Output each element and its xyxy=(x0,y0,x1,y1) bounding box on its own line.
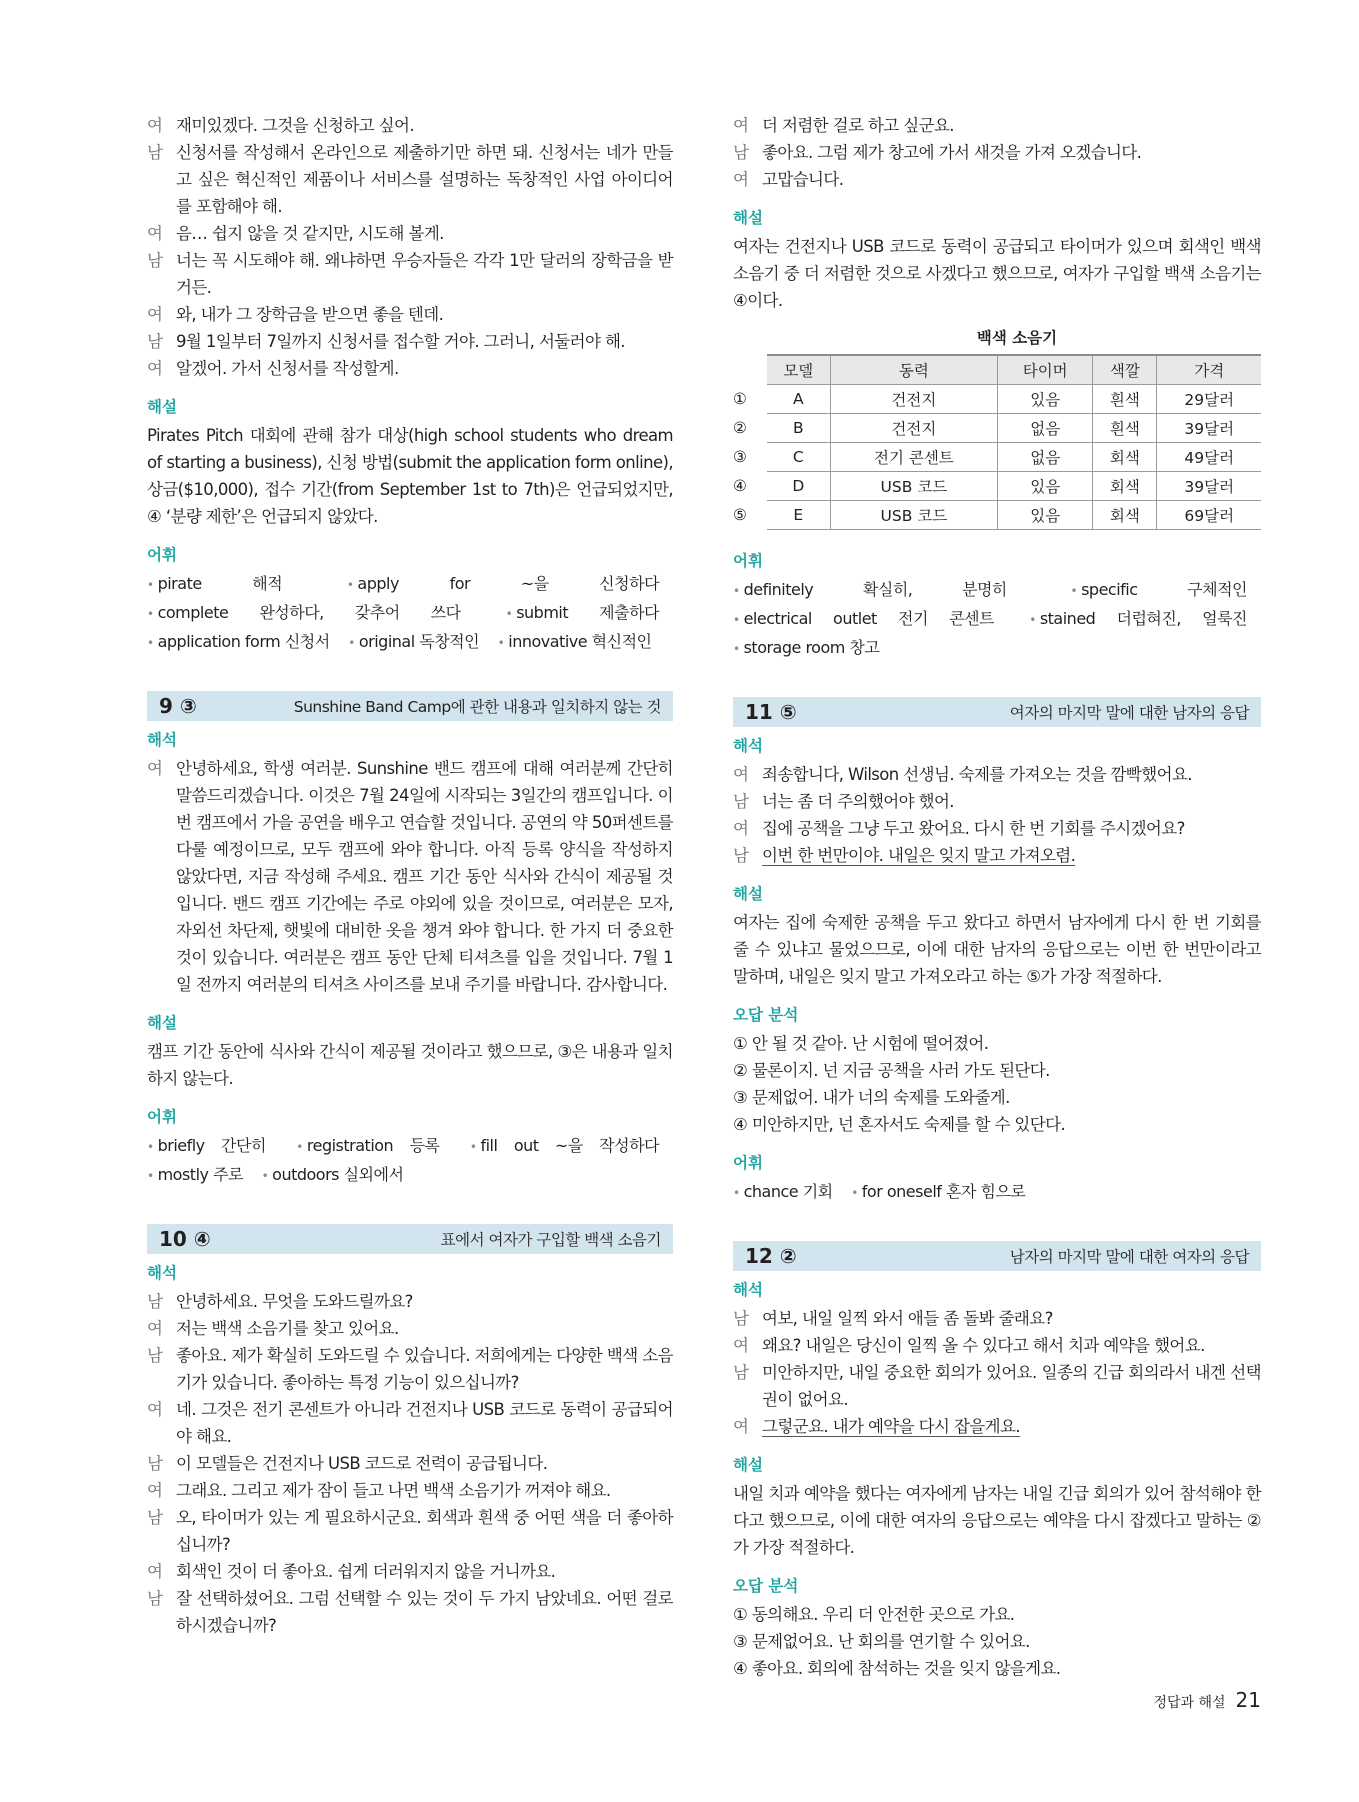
vocab-item: • briefly 간단히 xyxy=(147,1136,266,1155)
dialogue-line: 여 왜요? 내일은 당신이 일찍 올 수 있다고 해서 치과 예약을 했어요. xyxy=(733,1336,1205,1355)
dialogue-line: 여 그래요. 그리고 제가 잠이 들고 나면 백색 소음기가 꺼져야 해요. xyxy=(147,1481,611,1500)
dialogue-line: 여 알겠어. 가서 신청서를 작성할게. xyxy=(147,359,399,378)
dialogue-line: 여 와, 내가 그 장학금을 받으면 좋을 텐데. xyxy=(147,305,444,324)
option-number: ③ xyxy=(733,443,767,472)
table-header-row xyxy=(733,355,1261,385)
q11-wrong-heading: 오답 분석 xyxy=(733,1006,799,1024)
q9-number: 9 ③ xyxy=(159,694,197,718)
table-header: 타이머 xyxy=(998,355,1093,385)
table-cell: 흰색 xyxy=(1093,414,1157,443)
dialogue-line: 여 재미있겠다. 그것을 신청하고 싶어. xyxy=(147,116,414,135)
table-cell: USB 코드 xyxy=(830,472,997,501)
q12-wrong-heading: 오답 분석 xyxy=(733,1577,799,1595)
table-cell: 건전지 xyxy=(830,414,997,443)
q10-explanation: 여자는 건전지나 USB 코드로 동력이 공급되고 타이머가 있으며 회색인 백색 소음기 중 더 저렴한 것으로 사겠다고 했으므로, 여자가 구입할 백색 소음기는 ④이다. xyxy=(733,237,1261,310)
q11-vocab-list xyxy=(733,1178,1261,1207)
vocab-item: • fill out ~을 작성하다 xyxy=(470,1136,659,1155)
table-row xyxy=(733,385,1261,414)
dialogue-line: 여 그렇군요. 내가 예약을 다시 잡을게요. xyxy=(733,1417,1020,1436)
dialogue-line: 남 미안하지만, 내일 중요한 회의가 있어요. 일종의 긴급 회의라서 내겐 선택권이 없어요. xyxy=(733,1363,1261,1409)
page-number: 21 xyxy=(1235,1688,1261,1712)
page-footer xyxy=(1153,1688,1261,1712)
dialogue-line: 여 회색인 것이 더 좋아요. 쉽게 더러워지지 않을 거니까요. xyxy=(147,1562,556,1581)
table-cell: C xyxy=(767,443,830,472)
table-cell: A xyxy=(767,385,830,414)
q11-vocab-heading: 어휘 xyxy=(733,1154,763,1172)
vocab-item: • definitely 확실히, 분명히 xyxy=(733,580,1007,599)
table-row xyxy=(733,472,1261,501)
q9-explanation-heading: 해설 xyxy=(147,1014,177,1032)
dialogue-line: 여 고맙습니다. xyxy=(733,170,844,189)
q9-header-bar xyxy=(147,691,673,721)
wrong-option: ④ 미안하지만, 넌 혼자서도 숙제를 할 수 있단다. xyxy=(733,1115,1066,1134)
q10-explanation-heading: 해설 xyxy=(733,209,763,227)
table-cell: 없음 xyxy=(998,414,1093,443)
vocab-item: • innovative 혁신적인 xyxy=(498,632,652,651)
table-cell: 건전지 xyxy=(830,385,997,414)
q8-explanation: Pirates Pitch 대회에 관해 참가 대상(high school students who dream of starting a business), 신청 방법(submit the application form online), 상금($10,000), 접수 기간(from September 1st to 7th)은 언급되었지만, ④ ‘분량 제한’은 언급되지 않았다. xyxy=(147,426,673,526)
dialogue-line: 남 여보, 내일 일찍 와서 애들 좀 돌봐 줄래요? xyxy=(733,1309,1053,1328)
table-header: 가격 xyxy=(1157,355,1261,385)
table-title: 백색 소음기 xyxy=(976,329,1058,347)
dialogue-line: 남 안녕하세요. 무엇을 도와드릴까요? xyxy=(147,1292,413,1311)
dialogue-line: 남 신청서를 작성해서 온라인으로 제출하기만 하면 돼. 신청서는 네가 만들고 싶은 혁신적인 제품이나 서비스를 설명하는 독창적인 사업 아이디어를 포함해야 해. xyxy=(147,143,673,216)
dialogue-line: 여 죄송합니다, Wilson 선생님. 숙제를 가져오는 것을 깜빡했어요. xyxy=(733,765,1192,784)
wrong-option: ① 동의해요. 우리 더 안전한 곳으로 가요. xyxy=(733,1605,1015,1624)
dialogue-line: 여 저는 백색 소음기를 찾고 있어요. xyxy=(147,1319,399,1338)
q12-number: 12 ② xyxy=(745,1244,797,1268)
dialogue-line: 남 좋아요. 제가 확실히 도와드릴 수 있습니다. 저희에게는 다양한 백색 소음기가 있습니다. 좋아하는 특정 기능이 있으십니까? xyxy=(147,1346,673,1392)
dialogue-line: 남 너는 좀 더 주의했어야 했어. xyxy=(733,792,954,811)
left-column xyxy=(147,112,673,1639)
option-number: ② xyxy=(733,414,767,443)
table-cell: 회색 xyxy=(1093,443,1157,472)
dialogue-line: 여 집에 공책을 그냥 두고 왔어요. 다시 한 번 기회를 주시겠어요? xyxy=(733,819,1185,838)
q12-header-bar xyxy=(733,1241,1261,1271)
q11-explanation: 여자는 집에 숙제한 공책을 두고 왔다고 하면서 남자에게 다시 한 번 기회를 줄 수 있냐고 물었으므로, 이에 대한 남자의 응답으로는 이번 한 번만이라고 말하며, 내일은 잊지 말고 가져오라고 하는 ⑤가 가장 적절하다. xyxy=(733,913,1261,986)
vocab-item: • storage room 창고 xyxy=(733,638,879,657)
table-cell: 29달러 xyxy=(1157,385,1261,414)
vocab-item: • application form 신청서 xyxy=(147,632,330,651)
q9-explanation: 캠프 기간 동안에 식사와 간식이 제공될 것이라고 했으므로, ③은 내용과 일치하지 않는다. xyxy=(147,1042,673,1088)
vocab-item: • outdoors 실외에서 xyxy=(262,1165,404,1184)
table-row xyxy=(733,414,1261,443)
q12-script-heading: 해석 xyxy=(733,1281,763,1299)
table-header: 동력 xyxy=(830,355,997,385)
table-cell: 39달러 xyxy=(1157,472,1261,501)
option-number: ① xyxy=(733,385,767,414)
option-number: ⑤ xyxy=(733,501,767,530)
vocab-item: • mostly 주로 xyxy=(147,1165,243,1184)
vocab-item: • apply for ~을 신청하다 xyxy=(347,574,659,593)
option-number: ④ xyxy=(733,472,767,501)
table-cell: 흰색 xyxy=(1093,385,1157,414)
vocab-item: • complete 완성하다, 갖추어 쓰다 xyxy=(147,603,461,622)
vocab-item: • registration 등록 xyxy=(296,1136,439,1155)
dialogue-line: 남 너는 꼭 시도해야 해. 왜냐하면 우승자들은 각각 1만 달러의 장학금을 받거든. xyxy=(147,251,673,297)
q11-explanation-heading: 해설 xyxy=(733,885,763,903)
wrong-option: ③ 문제없어. 내가 너의 숙제를 도와줄게. xyxy=(733,1088,1010,1107)
vocab-item: • submit 제출하다 xyxy=(506,603,659,622)
q12-explanation: 내일 치과 예약을 했다는 여자에게 남자는 내일 긴급 회의가 있어 참석해야 한다고 했으므로, 이에 대한 여자의 응답으로는 예약을 다시 잡겠다고 말하는 ②가 가장 적절하다. xyxy=(733,1484,1261,1557)
white-noise-table xyxy=(733,354,1261,530)
table-cell: 있음 xyxy=(998,501,1093,530)
q11-header-bar xyxy=(733,697,1261,727)
vocab-item: • electrical outlet 전기 콘센트 xyxy=(733,609,994,628)
table-row xyxy=(733,443,1261,472)
dialogue-line: 여 네. 그것은 전기 콘센트가 아니라 건전지나 USB 코드로 동력이 공급되어야 해요. xyxy=(147,1400,673,1446)
answer-underline: 그렇군요. 내가 예약을 다시 잡을게요. xyxy=(762,1417,1020,1436)
wrong-option: ① 안 될 것 같아. 난 시험에 떨어졌어. xyxy=(733,1034,989,1053)
q9-vocab-heading: 어휘 xyxy=(147,1108,177,1126)
table-cell: 있음 xyxy=(998,385,1093,414)
table-cell: 전기 콘센트 xyxy=(830,443,997,472)
table-cell: 없음 xyxy=(998,443,1093,472)
q10-topic: 표에서 여자가 구입할 백색 소음기 xyxy=(440,1231,661,1249)
table-cell: B xyxy=(767,414,830,443)
table-cell: D xyxy=(767,472,830,501)
dialogue-line: 남 이번 한 번만이야. 내일은 잊지 말고 가져오렴. xyxy=(733,846,1076,865)
q8-explanation-heading: 해설 xyxy=(147,398,177,416)
table-cell: 69달러 xyxy=(1157,501,1261,530)
vocab-item: • original 독창적인 xyxy=(348,632,479,651)
q10-header-bar xyxy=(147,1224,673,1254)
dialogue-line: 남 9월 1일부터 7일까지 신청서를 접수할 거야. 그러니, 서둘러야 해. xyxy=(147,332,625,351)
q8-vocab-heading: 어휘 xyxy=(147,546,177,564)
wrong-option: ③ 문제없어요. 난 회의를 연기할 수 있어요. xyxy=(733,1632,1030,1651)
q9-topic: Sunshine Band Camp에 관한 내용과 일치하지 않는 것 xyxy=(293,698,661,716)
wrong-option: ④ 좋아요. 회의에 참석하는 것을 잊지 않을게요. xyxy=(733,1659,1061,1678)
table-cell: 49달러 xyxy=(1157,443,1261,472)
vocab-item: • specific 구체적인 xyxy=(1071,580,1247,599)
table-cell: E xyxy=(767,501,830,530)
q10-script-heading: 해석 xyxy=(147,1264,177,1282)
table-cell: 회색 xyxy=(1093,472,1157,501)
q11-number: 11 ⑤ xyxy=(745,700,797,724)
answer-underline: 이번 한 번만이야. 내일은 잊지 말고 가져오렴. xyxy=(762,846,1076,865)
q12-topic: 남자의 마지막 말에 대한 여자의 응답 xyxy=(1009,1248,1249,1266)
q11-script-heading: 해석 xyxy=(733,737,763,755)
q10-vocab-list xyxy=(733,576,1261,663)
dialogue-line: 남 좋아요. 그럼 제가 창고에 가서 새것을 가져 오겠습니다. xyxy=(733,143,1142,162)
q10-number: 10 ④ xyxy=(159,1227,211,1251)
right-column xyxy=(733,112,1261,1682)
table-header: 모델 xyxy=(767,355,830,385)
wrong-option: ② 물론이지. 넌 지금 공책을 사러 가도 된단다. xyxy=(733,1061,1050,1080)
dialogue-line: 여 더 저렴한 걸로 하고 싶군요. xyxy=(733,116,954,135)
q8-vocab-list xyxy=(147,570,673,657)
q11-topic: 여자의 마지막 말에 대한 남자의 응답 xyxy=(1009,704,1249,722)
q9-script-heading: 해석 xyxy=(147,731,177,749)
dialogue-line: 남 이 모델들은 건전지나 USB 코드로 전력이 공급됩니다. xyxy=(147,1454,548,1473)
q10-vocab-heading: 어휘 xyxy=(733,552,763,570)
q8-dialogue xyxy=(147,112,673,382)
table-cell: 39달러 xyxy=(1157,414,1261,443)
dialogue-line: 남 잘 선택하셨어요. 그럼 선택할 수 있는 것이 두 가지 남았네요. 어떤 걸로 하시겠습니까? xyxy=(147,1589,673,1635)
q12-explanation-heading: 해설 xyxy=(733,1456,763,1474)
q9-vocab-list xyxy=(147,1132,673,1190)
table-row xyxy=(733,501,1261,530)
footer-label: 정답과 해설 xyxy=(1153,1695,1226,1711)
table-cell: 회색 xyxy=(1093,501,1157,530)
vocab-item: • for oneself 혼자 힘으로 xyxy=(851,1182,1025,1201)
vocab-item: • pirate 해적 xyxy=(147,574,282,593)
dialogue-line: 여 음… 쉽지 않을 것 같지만, 시도해 볼게. xyxy=(147,224,444,243)
dialogue-line: 남 오, 타이머가 있는 게 필요하시군요. 회색과 흰색 중 어떤 색을 더 좋아하십니까? xyxy=(147,1508,673,1554)
table-header: 색깔 xyxy=(1093,355,1157,385)
vocab-item: • stained 더럽혀진, 얼룩진 xyxy=(1029,609,1247,628)
dialogue-line: 여 안녕하세요, 학생 여러분. Sunshine 밴드 캠프에 대해 여러분께 간단히 말씀드리겠습니다. 이것은 7월 24일에 시작되는 3일간의 캠프입니다. 이번 캠프에서 가을 공연을 배우고 연습할 것입니다. 공연의 약 50퍼센트를 다룰 예정이므로, 모두 캠프에 와야 합니다. 아직 등록 양식을 작성하지 않았다면, 지금 작성해 주세요. 캠프 기간 동안 식사와 간식이 제공될 것입니다. 밴드 캠프 기간에는 주로 야외에 있을 것이므로, 여러분은 모자, 자외선 차단제, 햇빛에 대비한 옷을 챙겨 와야 합니다. 한 가지 더 중요한 것이 있습니다. 여러분은 캠프 동안 단체 티셔츠를 입을 것입니다. 7월 1일 전까지 여러분의 티셔츠 사이즈를 보내 주기를 바랍니다. 감사합니다. xyxy=(147,759,673,994)
table-cell: 있음 xyxy=(998,472,1093,501)
vocab-item: • chance 기회 xyxy=(733,1182,833,1201)
table-cell: USB 코드 xyxy=(830,501,997,530)
